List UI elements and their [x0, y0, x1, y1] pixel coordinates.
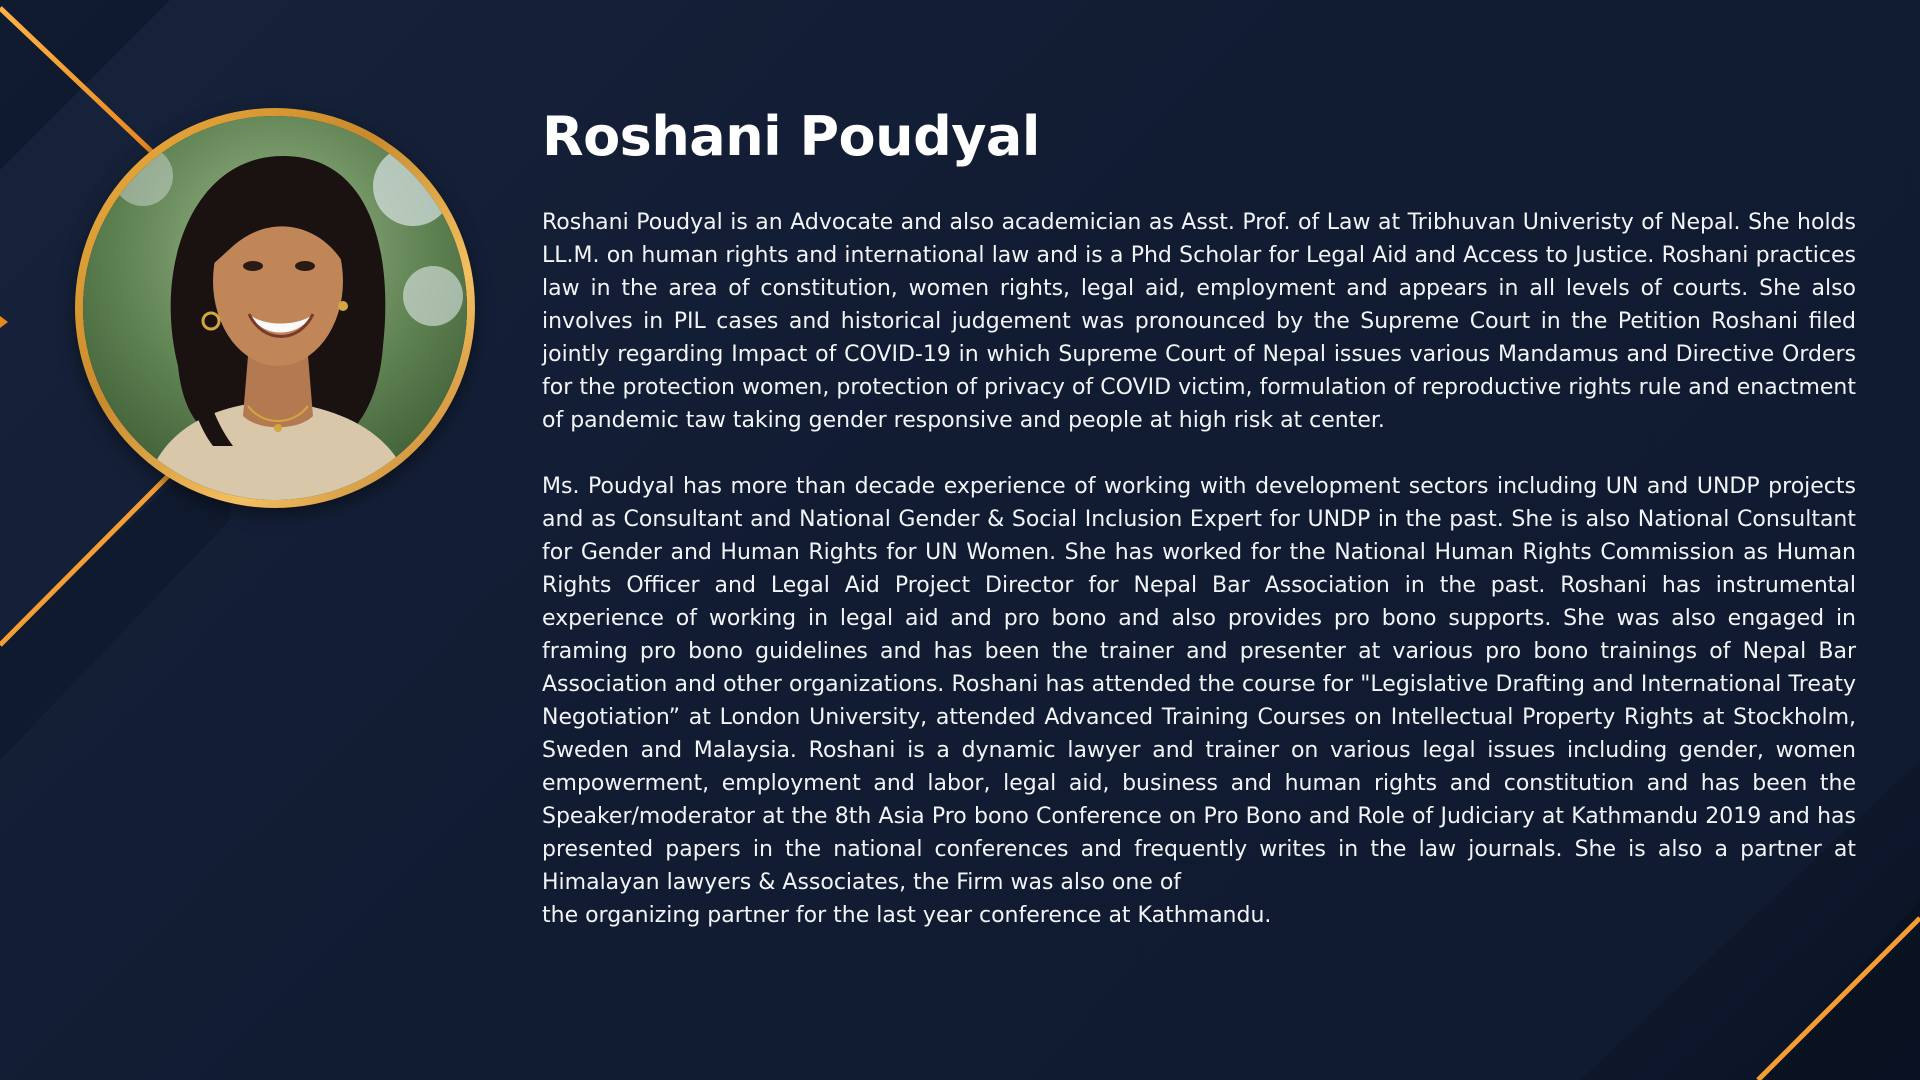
- bio-paragraph-2: Ms. Poudyal has more than decade experience of working with development sectors including UN and UNDP projects and as Consultant and National Gender & Social Inclusion Expert for UNDP in the past. She is also National Consultant for Gender and Human Rights for UN Women. She has worked for the National Human Rights Commission as Human Rights Officer and Legal Aid Project Director for Nepal Bar Association in the past. Roshani has instrumental experience of working in legal aid and pro bono and also provides pro bono supports. She was also engaged in framing pro bono guidelines and has been the trainer and presenter at various pro bono trainings of Nepal Bar Association and other organizations. Roshani has attended the course for "Legislative Drafting and International Treaty Negotiation” at London University, attended Advanced Training Courses on Intellectual Property Rights at Stockholm, Sweden and Malaysia. Roshani is a dynamic lawyer and trainer on various legal issues including gender, women empowerment, employment and labor, legal aid, business and human rights and constitution and has been the Speaker/moderator at the 8th Asia Pro bono Conference on Pro Bono and Role of Judiciary at Kathmandu 2019 and has presented papers in the national conferences and frequently writes in the law journals. She is also a partner at Himalayan lawyers & Associates, the Firm was also one of: [542, 474, 1856, 895]
- profile-photo: [83, 116, 467, 500]
- page-title: Roshani Poudyal: [542, 105, 1040, 168]
- bio-paragraph-1: Roshani Poudyal is an Advocate and also academician as Asst. Prof. of Law at Tribhuvan Univeristy of Nepal. She holds LL.M. on human rights and international law and is a Phd Scholar for Legal Aid and Access to Justice. Roshani practices law in the area of constitution, women rights, legal aid, employment and appears in all levels of courts. She also involves in PIL cases and historical judgement was pronounced by the Supreme Court in the Petition Roshani filed jointly regarding Impact of COVID-19 in which Supreme Court of Nepal issues various Mandamus and Directive Orders for the protection women, protection of privacy of COVID victim, formulation of reproductive rights rule and enactment of pandemic taw taking gender responsive and people at high risk at center.: [542, 210, 1856, 433]
- portrait-photo-icon: [83, 116, 467, 500]
- biography: [542, 206, 1856, 932]
- profile-photo-frame: [75, 108, 475, 508]
- bio-paragraph-2-tail: the organizing partner for the last year conference at Kathmandu.: [542, 903, 1272, 928]
